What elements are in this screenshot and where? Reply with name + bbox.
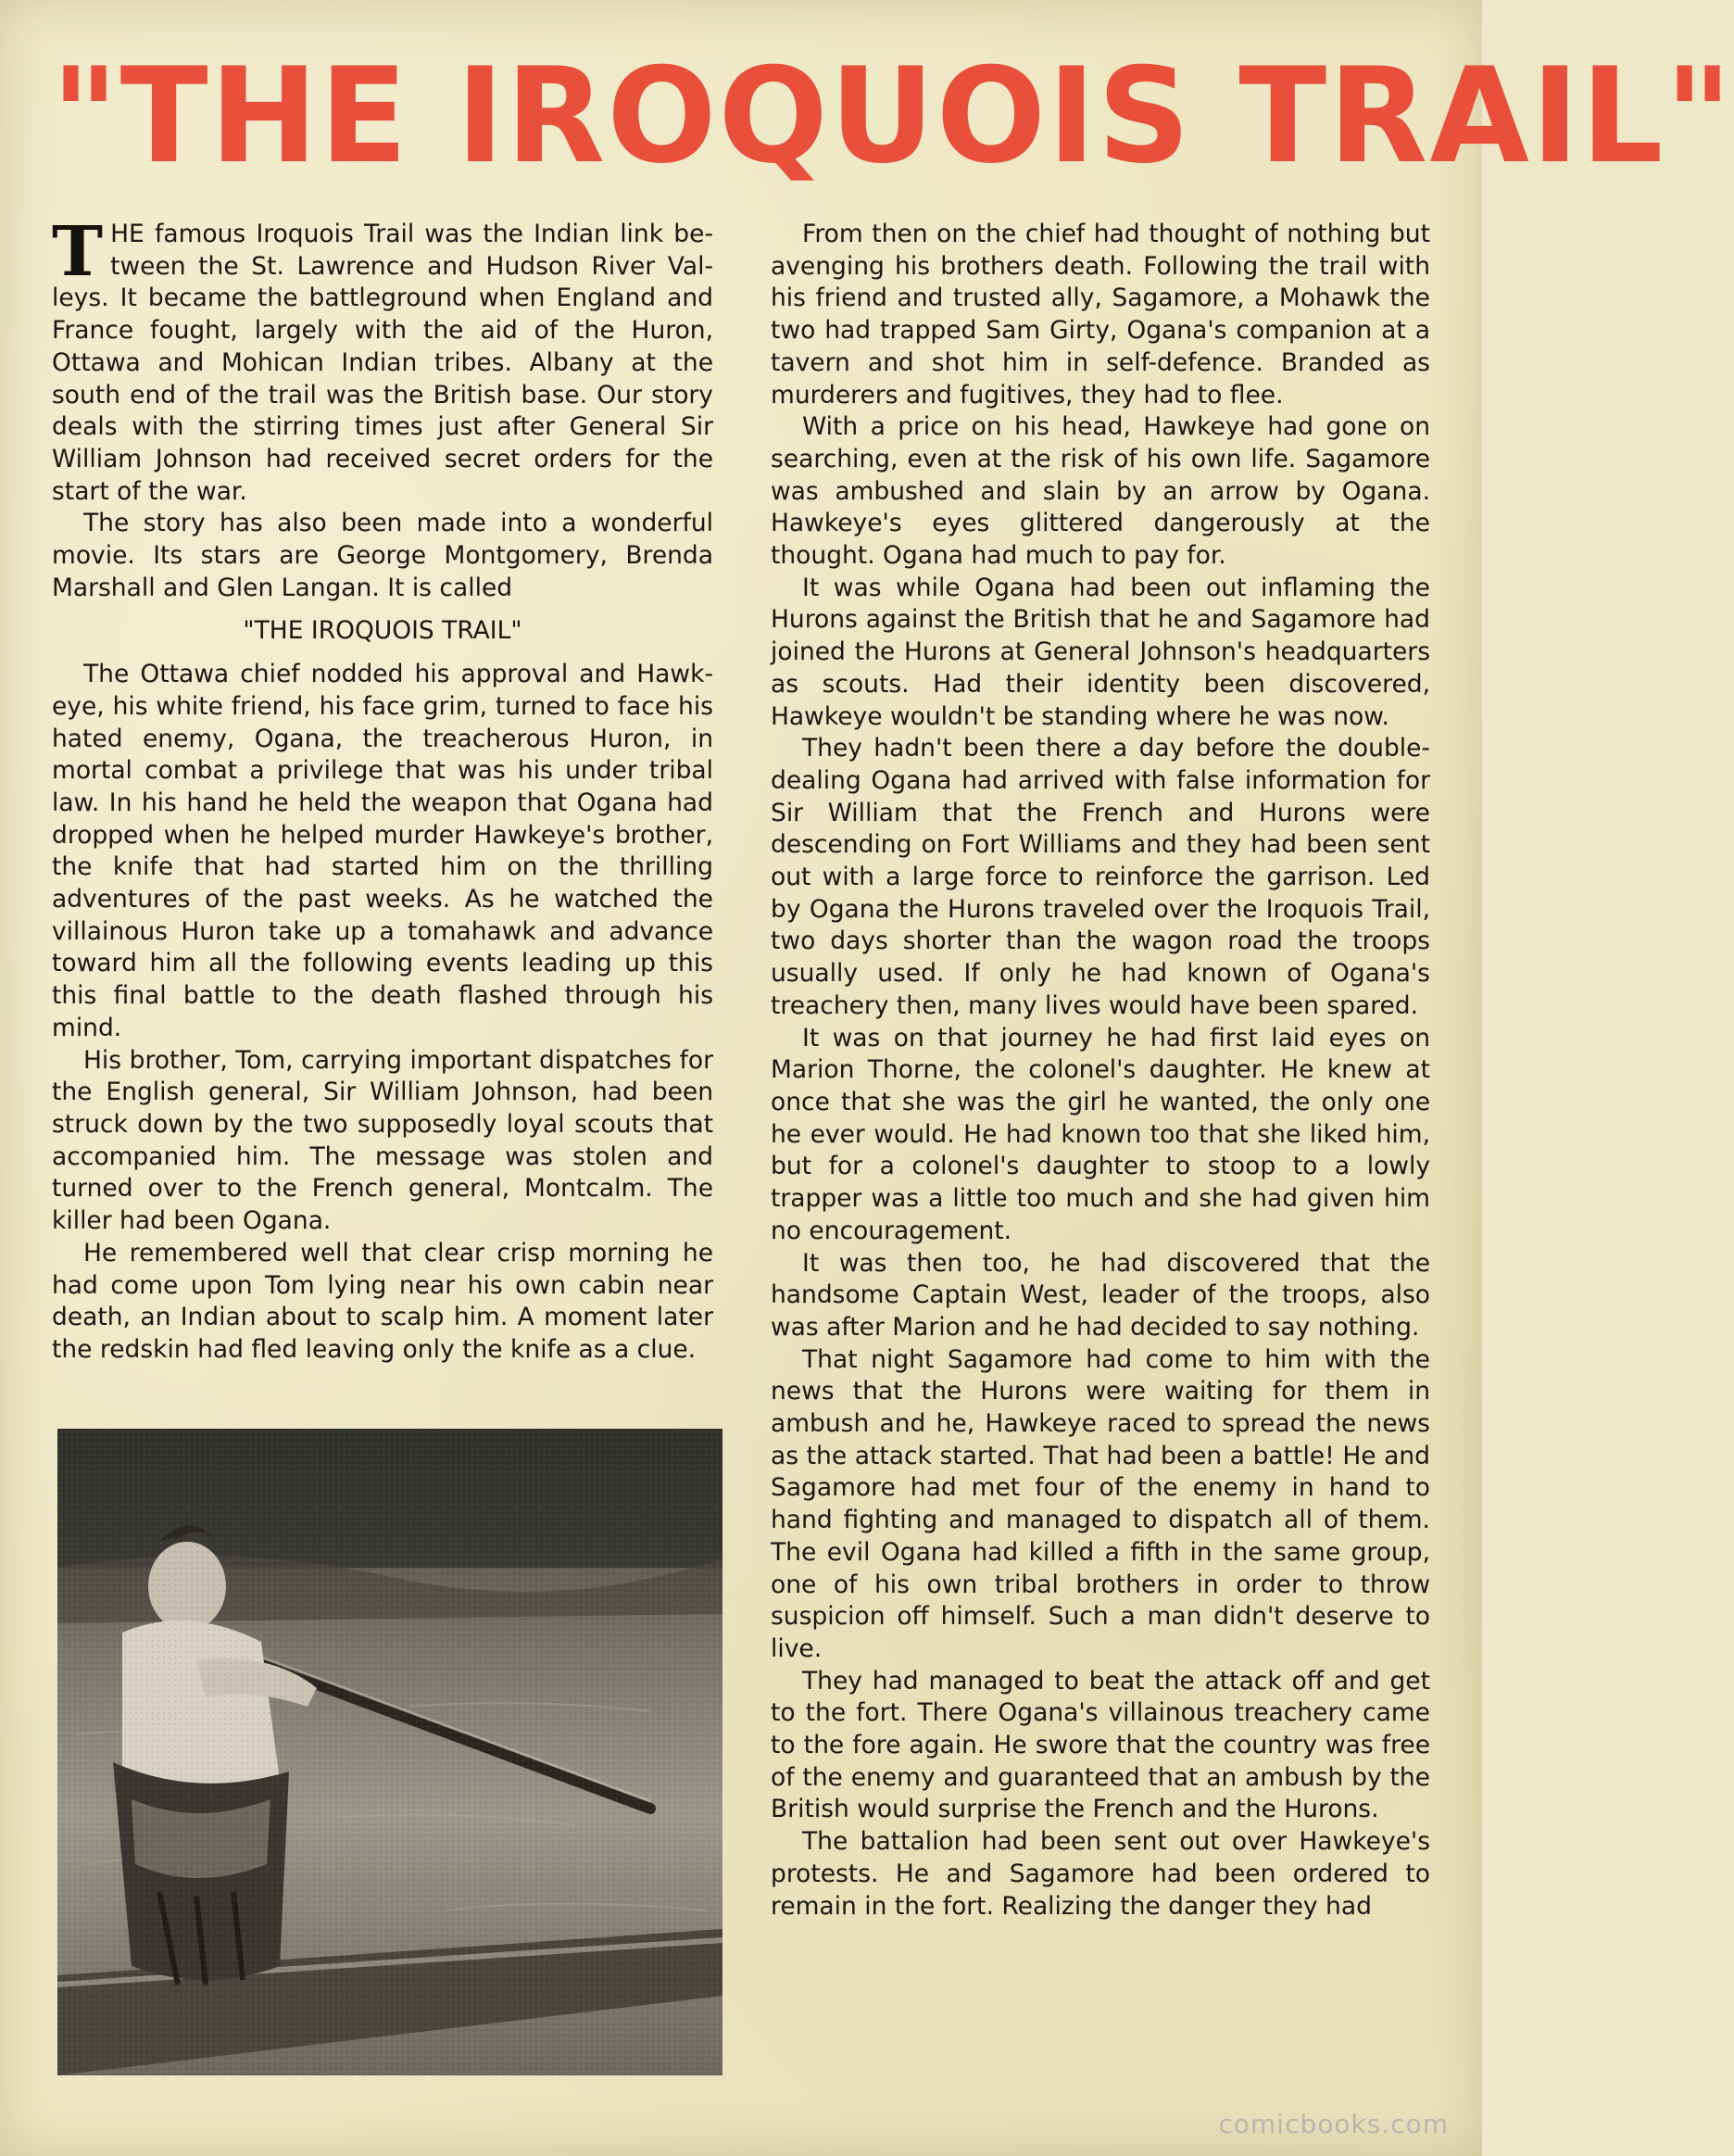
paragraph: The story has also been made into a wonderful movie. Its stars are George Montgomery, Brenda Marshall and Glen Langan. It is called xyxy=(52,509,713,602)
right-column xyxy=(771,219,1430,1923)
photo-illustration xyxy=(57,1429,722,2075)
page-title: "THE IROQUOIS TRAIL" xyxy=(51,40,1734,193)
paragraph: They hadn't been there a day before the double-dealing Ogana had arrived with false information for Sir William that the French and Hurons were descending on Fort Williams and they had been sent out with a large force to reinforce the garrison. Led by Ogana the Hurons traveled over the Iroquois Trail, two days shorter than the wagon road the troops usually used. If only he had known of Ogana's treachery then, many lives would have been spared. xyxy=(771,734,1430,1020)
site-watermark: comicbooks.com xyxy=(1218,2109,1449,2139)
paragraph-text: HE famous Iroquois Trail was the Indian link between the St. Lawrence and Hudson River Valleys. It became the battleground when England and France fought, largely with the aid of the Huron, Ottawa and Mohican Indian tribes. Albany at the south end of the trail was the British base. Our story deals with the stirring times just after General Sir William Johnson had received secret orders for the start of the war. xyxy=(52,220,713,506)
paragraph: It was on that journey he had first laid eyes on Marion Thorne, the colonel's daughter. He knew at once that she was the girl he wanted, the only one he ever would. He had known too that she liked him, but for a colonel's daughter to stoop to a lowly trapper was a little too much and she had given him no encouragement. xyxy=(771,1023,1430,1245)
paragraph: From then on the chief had thought of nothing but avenging his brothers death. Following the trail with his friend and trusted ally, Sagamore, a Mohawk the two had trapped Sam Girty, Ogana's companion at a tavern and shot him in self-defence. Branded as murderers and fugitives, they had to flee. xyxy=(771,220,1430,410)
drop-cap: T xyxy=(52,212,104,292)
paragraph: It was while Ogana had been out inflaming the Hurons against the British that he and Sagamore had joined the Hurons at General Johnson's headquarters as scouts. Had their identity been discovered, Hawkeye wouldn't be standing where he was now. xyxy=(771,573,1430,731)
paragraph: The Ottawa chief nodded his approval and Hawkeye, his white friend, his face grim, turned to face his hated enemy, Ogana, the treacherous Huron, in mortal combat a privilege that was his under tribal law. In his hand he held the weapon that Ogana had dropped when he helped murder Hawkeye's brother, the knife that had started him on the thrilling adventures of the past weeks. As he watched the villainous Huron take up a tomahawk and advance toward him all the following events leading up this this final battle to the death flashed through his mind. xyxy=(52,660,713,1042)
paragraph: The battalion had been sent out over Hawkeye's protests. He and Sagamore had been ordered to remain in the fort. Realizing the danger they had xyxy=(771,1827,1430,1921)
paragraph: With a price on his head, Hawkeye had gone on searching, even at the risk of his own life. Sagamore was ambushed and slain by an arrow by Ogana. Hawkeye's eyes glittered dangerously at the thought. Ogana had much to pay for. xyxy=(771,412,1430,571)
movie-still-photo xyxy=(57,1429,722,2075)
paragraph: His brother, Tom, carrying important dispatches for the English general, Sir William Johnson, had been struck down by the two supposedly loyal scouts that accompanied him. The message was stolen and turned over to the French general, Montcalm. The killer had been Ogana. xyxy=(52,1045,713,1236)
paragraph: He remembered well that clear crisp morning he had come upon Tom lying near his own cabin near death, an Indian about to scalp him. A moment later the redskin had fled leaving only the knife as a clue. xyxy=(52,1238,713,1364)
paragraph: It was then too, he had discovered that the handsome Captain West, leader of the troops, also was after Marion and he had decided to say nothing. xyxy=(771,1248,1430,1342)
movie-title: "THE IROQUOIS TRAIL" xyxy=(243,616,522,646)
paragraph: They had managed to beat the attack off and get to the fort. There Ogana's villainous treachery came to the fore again. He swore that the country was free of the enemy and guaranteed that an ambush by the British would surprise the French and the Hurons. xyxy=(771,1666,1430,1824)
paragraph xyxy=(52,212,713,508)
paragraph: That night Sagamore had come to him with the news that the Hurons were waiting for them in ambush and he, Hawkeye raced to spread the news as the attack started. That had been a battle! He and Sagamore had met four of the enemy in hand to hand fighting and managed to dispatch all of them. The evil Ogana had killed a fifth in the same group, one of his own tribal brothers in order to throw suspicion off himself. Such a man didn't deserve to live. xyxy=(771,1344,1430,1663)
left-column xyxy=(52,212,713,1367)
